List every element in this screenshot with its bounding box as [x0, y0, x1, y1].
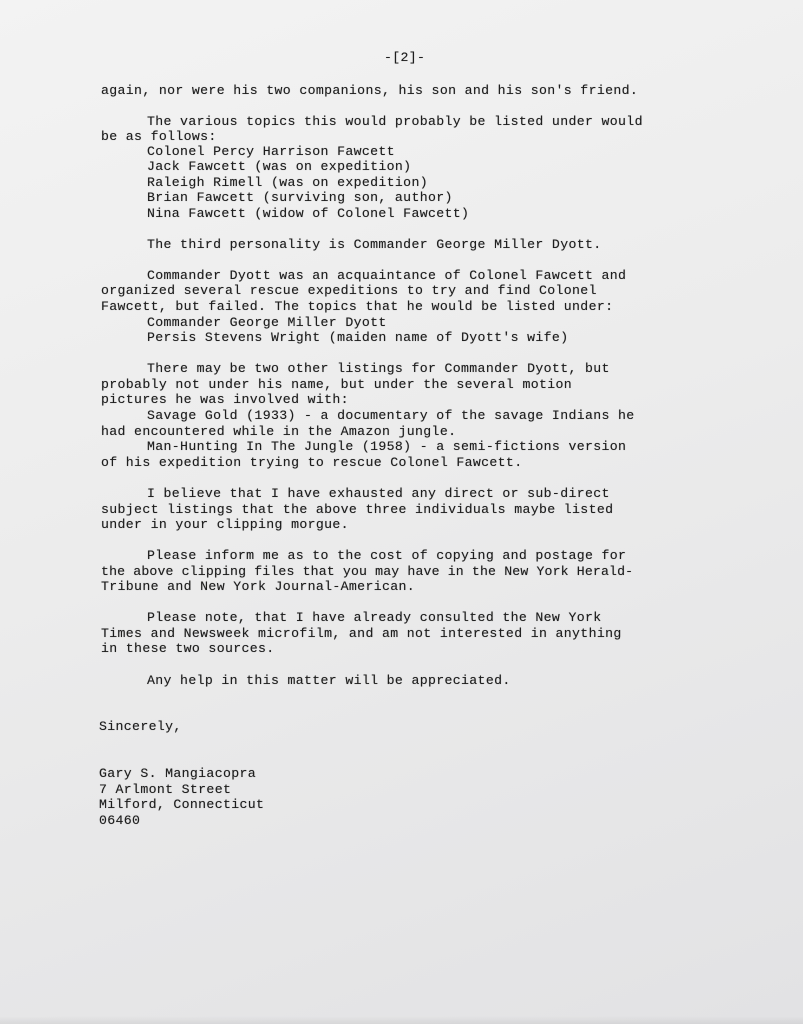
topic-item: Commander George Miller Dyott — [147, 315, 387, 330]
body-line: probably not under his name, but under the several motion — [101, 377, 573, 392]
topic-item: Brian Fawcett (surviving son, author) — [147, 190, 453, 205]
body-line: the above clipping files that you may have in the New York Herald- — [101, 564, 634, 579]
body-line: be as follows: — [101, 129, 217, 144]
body-line: There may be two other listings for Commander Dyott, but — [147, 361, 610, 376]
signature-street: 7 Arlmont Street — [99, 782, 232, 797]
topic-item: Raleigh Rimell (was on expedition) — [147, 175, 428, 190]
film-item: Savage Gold (1933) - a documentary of the savage Indians he — [147, 408, 635, 423]
topic-item: Nina Fawcett (widow of Colonel Fawcett) — [147, 206, 470, 221]
body-line: Times and Newsweek microfilm, and am not interested in anything — [101, 626, 622, 641]
body-line: Any help in this matter will be appreciated. — [147, 673, 511, 688]
body-line: again, nor were his two companions, his son and his son's friend. — [101, 83, 639, 98]
body-line: The third personality is Commander George Miller Dyott. — [147, 237, 602, 252]
body-line: under in your clipping morgue. — [101, 517, 349, 532]
page-number: -[2]- — [384, 50, 426, 65]
body-line: of his expedition trying to rescue Colonel Fawcett. — [101, 455, 523, 470]
body-line: Fawcett, but failed. The topics that he would be listed under: — [101, 299, 614, 314]
scan-edge — [0, 1016, 803, 1024]
body-line: Please inform me as to the cost of copying and postage for — [147, 548, 627, 563]
body-line: The various topics this would probably be listed under would — [147, 114, 643, 129]
body-line: Tribune and New York Journal-American. — [101, 579, 416, 594]
topic-item: Persis Stevens Wright (maiden name of Dyott's wife) — [147, 330, 569, 345]
body-line: had encountered while in the Amazon jungle. — [101, 424, 457, 439]
signature-name: Gary S. Mangiacopra — [99, 766, 257, 781]
body-line: Please note, that I have already consulted the New York — [147, 610, 602, 625]
body-line: subject listings that the above three individuals maybe listed — [101, 502, 614, 517]
body-line: pictures he was involved with: — [101, 392, 349, 407]
topic-item: Colonel Percy Harrison Fawcett — [147, 144, 395, 159]
film-item: Man-Hunting In The Jungle (1958) - a semi-fictions version — [147, 439, 627, 454]
body-line: Commander Dyott was an acquaintance of Colonel Fawcett and — [147, 268, 627, 283]
body-line: organized several rescue expeditions to try and find Colonel — [101, 283, 597, 298]
signature-city: Milford, Connecticut — [99, 797, 265, 812]
body-line: I believe that I have exhausted any direct or sub-direct — [147, 486, 610, 501]
signature-zip: 06460 — [99, 813, 141, 828]
topic-item: Jack Fawcett (was on expedition) — [147, 159, 412, 174]
closing: Sincerely, — [99, 719, 182, 734]
body-line: in these two sources. — [101, 641, 275, 656]
